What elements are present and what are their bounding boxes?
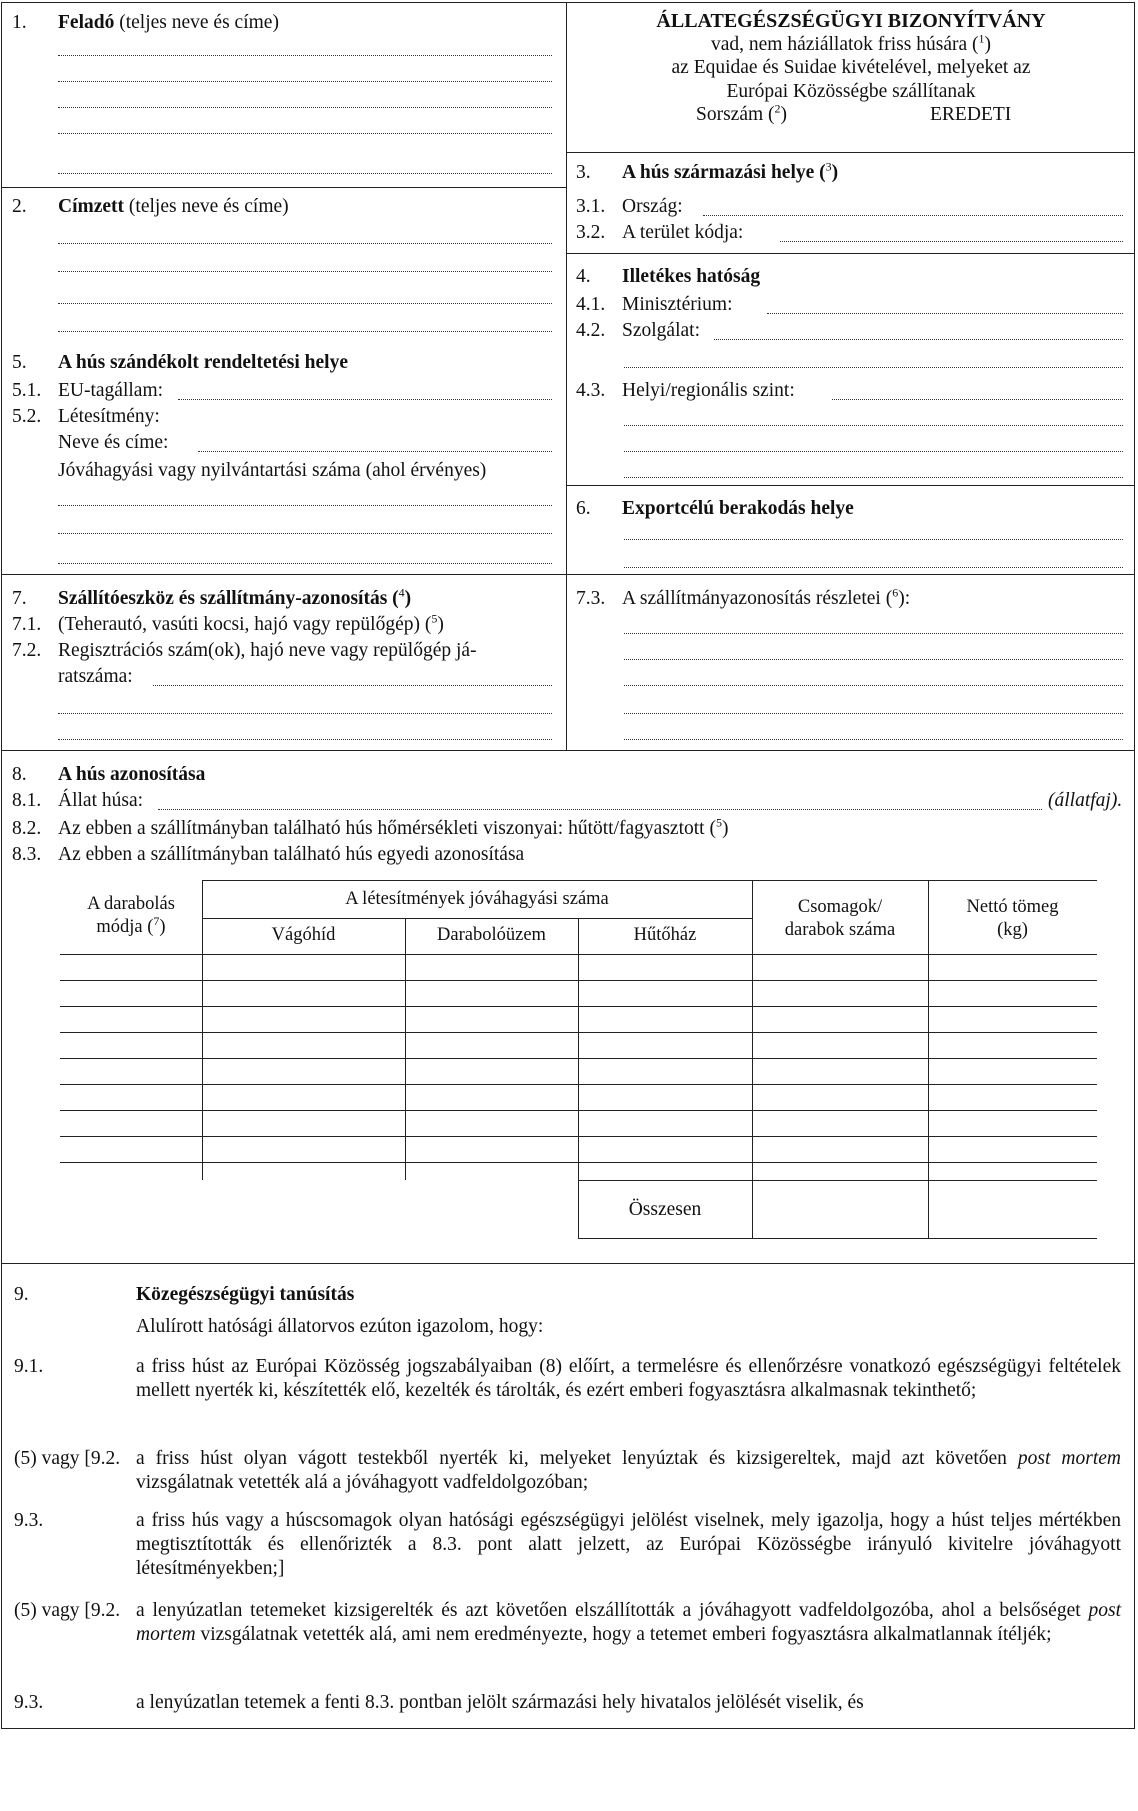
s7-title: Szállítóeszköz és szállítmány-azonosítás ( [58,588,399,609]
original-label: EREDETI [930,104,1012,126]
divider-s1 [2,187,566,188]
s4-item-1-num: 4.1. [576,294,606,315]
s2-num: 2. [12,196,27,217]
s7-item-3-label: A szállítmányazonosítás részletei ( [622,588,893,609]
s1-note: (teljes neve és címe) [119,12,279,33]
s9-p3: a friss hús vagy a húscsomagok olyan hatósági egészségügyi jelölést viselnek, mely igazolja, hogy a húst teljes mértékben megtisztították és ellenőrizték a 8.3. pont alatt jelzett, az Európai Közösségbe irányuló kivitelre jóváhagyott létesítményekben;] [136,1510,1121,1580]
s5-title: A hús szándékolt rendeltetési helye [58,352,348,373]
table-row[interactable] [60,1162,1097,1163]
s9-p3-label: 9.3. [14,1510,44,1531]
s4-item-2-label: Szolgálat: [622,320,700,341]
s7-item-3-field-1[interactable] [624,633,1123,634]
s5-item-2 [12,405,160,428]
s8-item-2-ref: 5 [715,815,722,830]
s7-item-2-label-cont: ratszáma: [58,666,133,687]
s9-p2-italic: post mortem [1017,1448,1121,1469]
th-net-weight [928,896,1097,942]
s9-p2 [136,1447,1121,1495]
th-net-weight-2: (kg) [997,920,1028,941]
th-slaughterhouse: Vágóhíd [271,925,336,945]
header-line-1-ref: 1 [978,31,985,46]
s7-item-2 [12,639,477,662]
table-row[interactable] [60,1084,1097,1085]
s2-line-1[interactable] [58,243,552,244]
s8-item-2: 8.2. Az ebben a szállítmányban található hús hőmérsékleti viszonyai: hűtött/fagyasztott ($^5$) [12,815,729,839]
center-divider [566,3,567,750]
s8-item-1-tail [1048,789,1122,812]
divider-s5 [2,574,1134,575]
s8-item-3-label: Az ebben a szállítmányban található hús egyedi azonosítása [58,844,525,865]
s2-heading [12,195,289,218]
header-line-3: Európai Közösségbe szállítanak [726,80,976,102]
s8-item-1-field[interactable] [158,809,1042,810]
s7-num: 7. [12,588,27,609]
divider-header [566,152,1134,153]
s8-item-1 [12,789,143,812]
s8-title: A hús azonosítása [58,764,206,785]
s4-item-2-field[interactable] [714,339,1123,340]
table-total-label: Összesen [628,1199,702,1220]
s9-p5: a lenyúzatlan tetemek a fenti 8.3. pontban jelölt származási hely hivatalos jelölését viselik, és [136,1692,864,1713]
s5-item-2-label: Létesítmény: [58,406,160,427]
s5-item-2b-field-1[interactable] [58,505,552,506]
s5-item-1-field[interactable] [178,399,552,400]
s7-heading: 7. Szállítóeszköz és szállítmány-azonosítás ($^4$) [12,585,412,609]
th-cutting-method-ref: 7 [153,913,160,928]
s7-item-3-num: 7.3. [576,588,606,609]
s9-p2-label: (5) vagy [9.2. [14,1448,121,1469]
s4-item-3-field[interactable] [832,399,1123,400]
th-packages-2: darabok száma [784,920,896,941]
serial-label: Sorszám ( [696,104,775,126]
divider-s7 [2,750,1134,751]
th-cutting-method-2: módja ( [96,917,154,938]
s4-item-2-num: 4.2. [576,320,606,341]
divider-s8 [2,1263,1134,1264]
table-total-top [578,1180,1097,1181]
table-row[interactable] [60,1032,1097,1033]
s7-item-3-field-4[interactable] [624,713,1123,714]
s1-line-2[interactable] [58,81,552,82]
identification-table [60,880,1100,1236]
s5-item-2b-field-3[interactable] [58,563,552,564]
s7-ref: 4 [398,585,405,600]
s3-num: 3. [576,162,591,183]
s1-num: 1. [12,12,27,33]
s8-heading [12,763,205,786]
th-cold-store: Hűtőház [633,925,697,945]
s5-item-1 [12,379,163,402]
table-row[interactable] [60,980,1097,981]
s2-line-2[interactable] [58,271,552,272]
th-cutting-plant: Darabolóüzem [437,925,546,945]
s3-heading: 3. A hús származási helye ($^3$) [576,159,839,183]
header-line-2: az Equidae és Suidae kivételével, melyeket az [671,57,1031,79]
s9-p5-label: 9.3. [14,1692,44,1713]
s2-line-4[interactable] [58,331,552,332]
th-cutting-method: A darabolás módja ($^7$) [60,893,202,939]
s4-item-2 [576,319,700,342]
s7-item-2-label: Regisztrációs szám(ok), hajó neve vagy repülőgép já- [58,640,477,661]
th-packages [752,896,928,942]
s9-p2-a: a friss húst olyan vágott testekből nyerték ki, melyeket lenyúztak és kizsigereltek, majd azt követően [136,1448,1007,1469]
s8-item-2-label: Az ebben a szállítmányban található hús hőmérsékleti viszonyai: hűtött/fagyasztott ( [58,818,716,839]
s3-title: A hús származási helye ( [622,162,826,183]
th-net-weight-1: Nettó tömeg [966,897,1059,917]
s3-item-2-label: A terület kódja: [622,222,744,243]
s8-item-3-num: 8.3. [12,844,42,865]
s7-item-3-field-3[interactable] [624,685,1123,686]
s7-item-2-field-1[interactable] [153,685,552,686]
s5-item-2b: Jóváhagyási vagy nyilvántartási száma (ahol érvényes) [58,460,487,481]
s9-p4-b: vizsgálatnak vetették alá, ami nem eredményezte, hogy a tetemet emberi fogyasztásra alkalmatlannak ítéljék; [200,1624,1052,1646]
s1-line-5[interactable] [58,173,552,174]
s9-p4-label: (5) vagy [9.2. [14,1600,121,1621]
s7-item-1-ref: 5 [431,611,438,626]
s4-item-3-field-2[interactable] [624,425,1123,426]
s1-line-4[interactable] [58,133,552,134]
s5-item-2a-field[interactable] [198,451,552,452]
s9-p2-b: vizsgálatnak vetették alá a jóváhagyott vadfeldolgozóban; [136,1472,589,1494]
certificate-form [1,2,1135,1729]
s3-item-1-field[interactable] [703,215,1123,216]
divider-s3 [566,253,1134,254]
s9-title-text: Közegészségügyi tanúsítás [136,1284,355,1305]
s5-item-1-num: 5.1. [12,380,42,401]
s9-p1-label: 9.1. [14,1356,44,1377]
s7-item-3-field-2[interactable] [624,659,1123,660]
s7-item-3: 7.3. A szállítmányazonosítás részletei ($^6$): [576,585,911,609]
s7-item-2-field-3[interactable] [58,739,552,740]
s7-item-2-num: 7.2. [12,640,42,661]
s9-p1: a friss húst az Európai Közösség jogszabályaiban (8) előírt, a termelésre és ellenőrzésre vonatkozó egészségügyi feltételek mellett nyerték ki, készítették elő, kezelték és tárolták, és ezért emberi fogyasztásra alkalmasnak tekinthető; [136,1356,1121,1402]
s3-ref: 3 [825,159,832,174]
s6-field-2[interactable] [624,567,1123,568]
s4-item-1 [576,293,733,316]
s2-title: Címzett [58,196,125,217]
s5-heading [12,351,348,374]
s4-item-3-label: Helyi/regionális szint: [622,380,795,401]
header-line-1: vad, nem háziállatok friss húsára ( [711,34,979,55]
s6-heading [576,497,854,520]
certificate-header: ÁLLATEGÉSZSÉGÜGYI BIZONYÍTVÁNY vad, nem háziállatok friss húsára ($^1$) az Equidae és Suidae kivételével, melyeket az Európai Közösségbe szállítanak Sorszám ($^2$) EREDETI [568,9,1134,127]
table-row[interactable] [60,1110,1097,1111]
s4-heading [576,265,760,288]
s3-item-1-label: Ország: [622,196,683,217]
s2-note: (teljes neve és címe) [128,196,289,217]
s7-item-1-num: 7.1. [12,614,42,635]
s9-p4-italic: post mortem [136,1600,1122,1646]
serial-ref: 2 [774,101,781,116]
s8-item-2-num: 8.2. [12,818,42,839]
s3-item-1 [576,195,683,218]
s9-p4 [136,1599,1121,1647]
s3-item-2-field[interactable] [780,241,1123,242]
th-approval-numbers: A létesítmények jóváhagyási száma [345,889,609,909]
th-packages-1: Csomagok/ [797,897,883,917]
table-row[interactable] [60,1058,1097,1059]
s5-item-2-num: 5.2. [12,406,42,427]
s4-item-3-field-3[interactable] [624,451,1123,452]
s5-num: 5. [12,352,27,373]
s4-item-1-label: Minisztérium: [622,294,733,315]
s8-item-1-num: 8.1. [12,790,42,811]
s8-num: 8. [12,764,27,785]
s1-line-1[interactable] [58,55,552,56]
s7-item-3-ref: 6 [892,585,899,600]
s8-item-3 [12,843,524,866]
s8-item-1-label: Állat húsa: [58,790,144,811]
s3-item-2-num: 3.2. [576,222,606,243]
s4-num: 4. [576,266,591,287]
s4-item-3-num: 4.3. [576,380,606,401]
s3-item-2 [576,221,743,244]
s7-item-1: 7.1. (Teherautó, vasúti kocsi, hajó vagy repülőgép) ($^5$) [12,611,444,635]
s9-num: 9. [14,1284,29,1305]
s3-item-1-num: 3.1. [576,196,606,217]
s4-item-2-field-2[interactable] [624,367,1123,368]
s2-line-3[interactable] [58,303,552,304]
s6-num: 6. [576,498,591,519]
table-total-bottom [578,1238,1097,1239]
s4-item-1-field[interactable] [767,313,1123,314]
s9-intro: Alulírott hatósági állatorvos ezúton igazolom, hogy: [136,1316,544,1337]
s6-title: Exportcélú berakodás helye [622,498,854,519]
s7-item-2-field-2[interactable] [58,713,552,714]
s4-item-3 [576,379,795,402]
divider-s4 [566,485,1134,486]
s8-item-1-tail-text: (állatfaj). [1048,790,1123,811]
s6-field-1[interactable] [624,539,1123,540]
s1-line-3[interactable] [58,107,552,108]
table-row[interactable] [60,1136,1097,1137]
s1-heading [12,11,279,34]
s9-title [136,1283,354,1306]
s9-p4-a: a lenyúzatlan tetemeket kizsigerelték és azt követően elszállították a jóváhagyott vadfeldolgozóba, ahol a belsőséget [136,1600,1081,1621]
s5-item-1-label: EU-tagállam: [58,380,164,401]
s5-item-2b-field-2[interactable] [58,533,552,534]
table-row[interactable] [60,1006,1097,1007]
th-cutting-method-1: A darabolás [87,894,175,914]
certificate-title: ÁLLATEGÉSZSÉGÜGYI BIZONYÍTVÁNY [656,10,1046,32]
s7-item-3-field-5[interactable] [624,739,1123,740]
s7-item-1-label: (Teherautó, vasúti kocsi, hajó vagy repülőgép) ( [58,614,432,635]
s5-item-2a: Neve és címe: [58,432,169,453]
s1-title: Feladó [58,12,115,33]
s4-title: Illetékes hatóság [622,266,761,287]
s4-item-3-field-4[interactable] [624,477,1123,478]
